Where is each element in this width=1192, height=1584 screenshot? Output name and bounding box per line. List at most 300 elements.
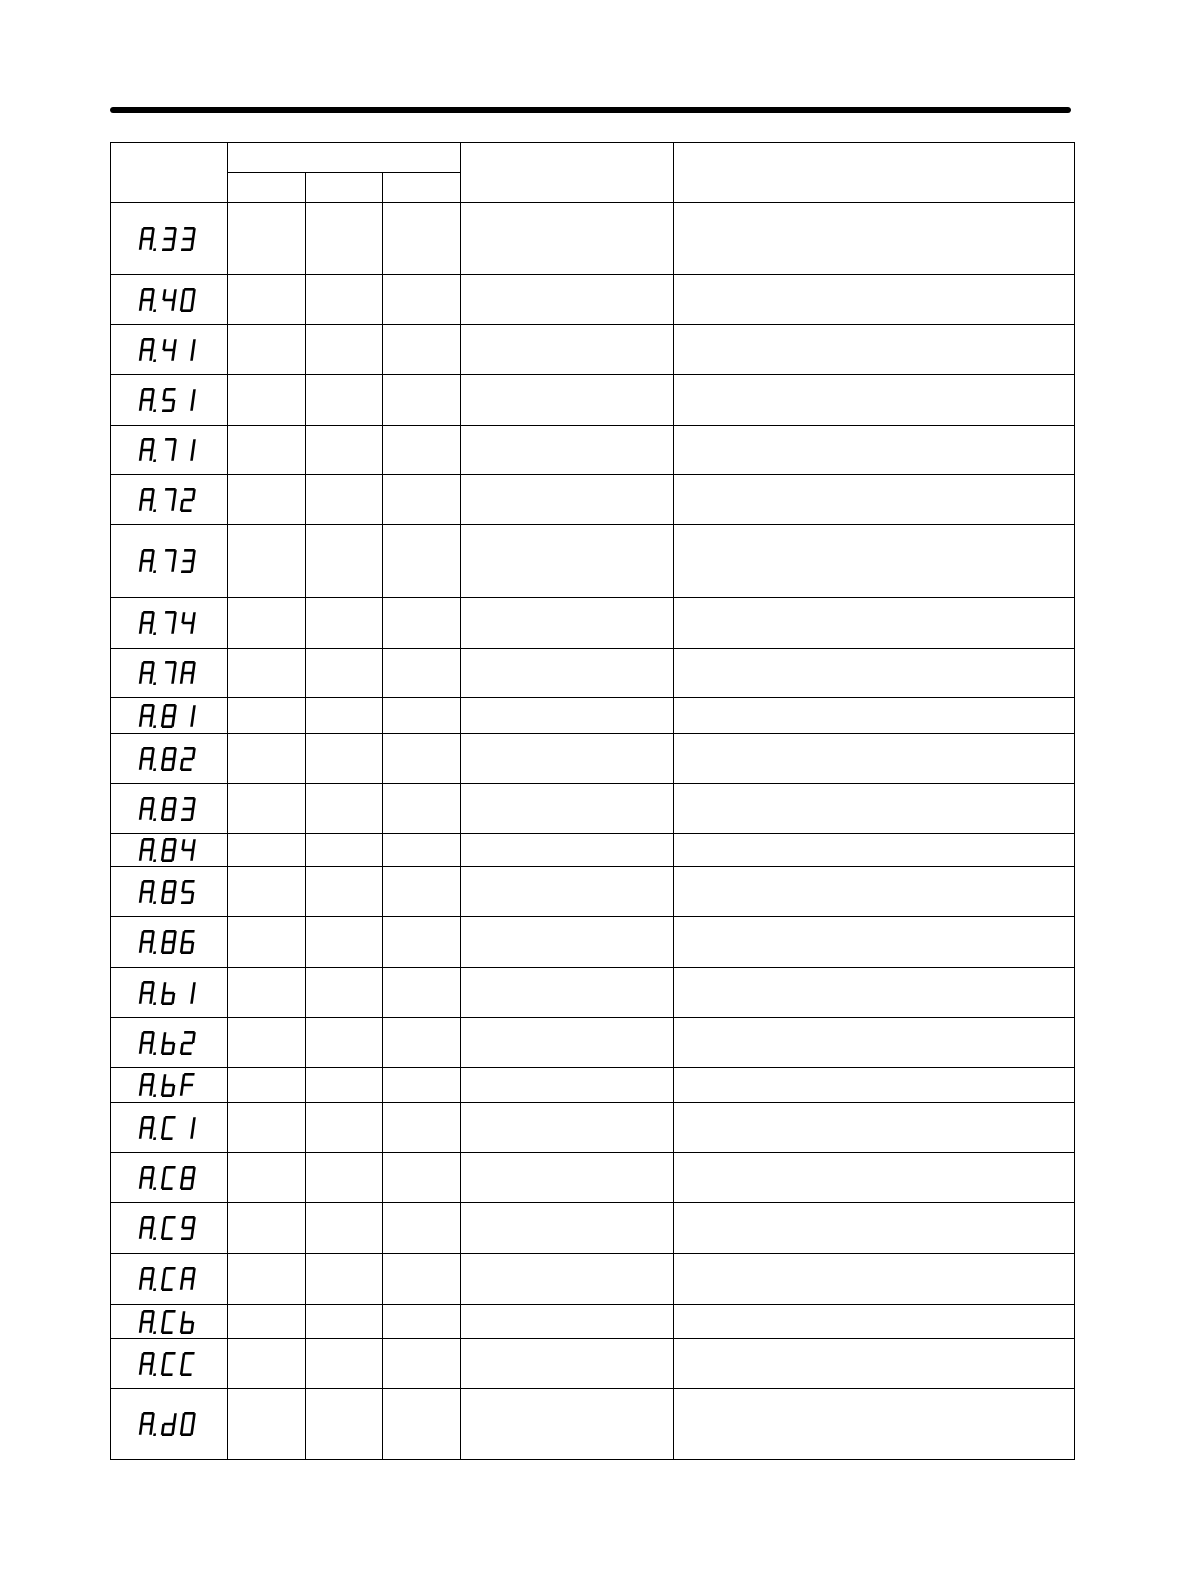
segment-b xyxy=(192,662,196,673)
alarm-code-display xyxy=(138,386,200,414)
segment-a xyxy=(165,388,176,391)
segment-g xyxy=(182,890,193,893)
segment-g xyxy=(182,1084,193,1087)
decimal-point xyxy=(153,901,156,904)
segment-e xyxy=(161,1178,165,1189)
segment-c xyxy=(171,673,175,684)
segment-g xyxy=(163,757,174,760)
alarm-code-display xyxy=(138,878,200,906)
segment-d xyxy=(162,1237,173,1240)
output-1-cell xyxy=(228,1339,306,1389)
meaning-cell xyxy=(674,375,1075,426)
segment-b xyxy=(151,982,155,993)
segment-b xyxy=(173,839,177,850)
table-row xyxy=(111,375,1075,426)
segment-f xyxy=(181,1413,185,1424)
segment-d xyxy=(181,768,192,771)
segment-a xyxy=(143,838,154,841)
table-row xyxy=(111,917,1075,968)
segment-c xyxy=(190,1128,194,1139)
output-2-cell xyxy=(306,426,383,475)
segment-a xyxy=(184,549,195,552)
segment-a xyxy=(165,797,176,800)
segment-f xyxy=(140,705,144,716)
segment-c xyxy=(149,561,153,572)
segment-a xyxy=(143,1116,154,1119)
segment-g xyxy=(163,1423,174,1426)
segment-g xyxy=(141,498,152,501)
output-2-cell xyxy=(306,1254,383,1305)
segment-f xyxy=(162,705,166,716)
output-3-cell xyxy=(383,784,461,834)
table-row xyxy=(111,426,1075,475)
segment-f xyxy=(162,289,166,300)
decimal-point xyxy=(153,1094,156,1097)
segment-g xyxy=(163,890,174,893)
decimal-point xyxy=(153,768,156,771)
segment-a xyxy=(165,747,176,750)
segment-b xyxy=(192,1217,196,1228)
segment-b xyxy=(151,339,155,350)
segment-g xyxy=(141,348,152,351)
segment-f xyxy=(140,1311,144,1322)
segment-c xyxy=(190,300,194,311)
meaning-cell xyxy=(674,1103,1075,1153)
segment-a xyxy=(143,611,154,614)
output-2-cell xyxy=(306,1389,383,1460)
segment-f xyxy=(181,289,185,300)
output-2-cell xyxy=(306,1305,383,1339)
segment-a xyxy=(143,1073,154,1076)
segment-c xyxy=(149,1043,153,1054)
segment-c xyxy=(171,500,175,511)
segment-a xyxy=(143,1352,154,1355)
meaning-cell xyxy=(674,784,1075,834)
meaning-cell xyxy=(674,1339,1075,1389)
segment-c xyxy=(190,450,194,461)
decimal-point xyxy=(153,1002,156,1005)
header-rule xyxy=(110,107,1071,113)
name-cell xyxy=(461,375,674,426)
segment-a xyxy=(143,1031,154,1034)
table-row xyxy=(111,834,1075,867)
segment-b xyxy=(151,839,155,850)
segment-a xyxy=(143,930,154,933)
segment-a xyxy=(165,488,176,491)
decimal-point xyxy=(153,570,156,573)
alarm-code-display xyxy=(138,1071,200,1099)
output-1-cell xyxy=(228,1203,306,1254)
alarm-code-cell xyxy=(111,375,228,426)
alarm-code-cell xyxy=(111,784,228,834)
segment-c xyxy=(149,1128,153,1139)
segment-c xyxy=(190,623,194,634)
segment-a xyxy=(165,1216,176,1219)
segment-e xyxy=(161,942,165,953)
segment-g xyxy=(182,622,193,625)
meaning-cell xyxy=(674,834,1075,867)
output-1-cell xyxy=(228,475,306,525)
segment-g xyxy=(141,399,152,402)
name-cell xyxy=(461,426,674,475)
segment-b xyxy=(192,489,196,500)
segment-c xyxy=(171,450,175,461)
segment-e xyxy=(180,1424,184,1435)
output-3-cell xyxy=(383,1153,461,1203)
header-output-1-cell xyxy=(228,173,306,203)
segment-d xyxy=(162,818,173,821)
segment-e xyxy=(180,1322,184,1333)
output-1-cell xyxy=(228,734,306,784)
segment-d xyxy=(181,309,192,312)
output-3-cell xyxy=(383,917,461,968)
alarm-code-cell xyxy=(111,275,228,325)
meaning-cell xyxy=(674,1153,1075,1203)
segment-c xyxy=(190,350,194,361)
segment-d xyxy=(181,1433,192,1436)
segment-f xyxy=(181,1167,185,1178)
segment-d xyxy=(162,901,173,904)
segment-b xyxy=(192,1268,196,1279)
name-cell xyxy=(461,1389,674,1460)
segment-f xyxy=(162,839,166,850)
output-1-cell xyxy=(228,1254,306,1305)
segment-f xyxy=(162,931,166,942)
segment-d xyxy=(162,951,173,954)
segment-g xyxy=(182,672,193,675)
output-2-cell xyxy=(306,375,383,426)
segment-b xyxy=(151,550,155,561)
segment-e xyxy=(161,1424,165,1435)
segment-a xyxy=(143,1216,154,1219)
segment-a xyxy=(184,488,195,491)
segment-c xyxy=(149,500,153,511)
segment-a xyxy=(184,1352,195,1355)
alarm-code-display xyxy=(138,436,200,464)
decimal-point xyxy=(153,1373,156,1376)
meaning-cell xyxy=(674,475,1075,525)
segment-g xyxy=(141,1423,152,1426)
segment-a xyxy=(143,880,154,883)
segment-f xyxy=(162,1268,166,1279)
segment-f xyxy=(140,289,144,300)
name-cell xyxy=(461,1068,674,1103)
segment-f xyxy=(140,839,144,850)
segment-b xyxy=(151,1353,155,1364)
segment-g xyxy=(141,1176,152,1179)
segment-a xyxy=(184,1412,195,1415)
segment-a xyxy=(143,227,154,230)
name-cell xyxy=(461,525,674,598)
segment-e xyxy=(161,809,165,820)
output-1-cell xyxy=(228,649,306,698)
table-row xyxy=(111,275,1075,325)
alarm-code-cell xyxy=(111,834,228,867)
segment-c xyxy=(149,1178,153,1189)
decimal-point xyxy=(153,818,156,821)
segment-e xyxy=(139,450,143,461)
segment-g xyxy=(182,941,193,944)
output-2-cell xyxy=(306,968,383,1018)
segment-f xyxy=(162,339,166,350)
segment-e xyxy=(139,809,143,820)
segment-b xyxy=(151,1117,155,1128)
segment-b xyxy=(173,489,177,500)
segment-e xyxy=(139,759,143,770)
decimal-point xyxy=(153,632,156,635)
name-cell xyxy=(461,203,674,275)
segment-d xyxy=(162,1373,173,1376)
segment-e xyxy=(180,1364,184,1375)
alarm-code-display xyxy=(138,836,200,864)
table-row xyxy=(111,1153,1075,1203)
alarm-code-display xyxy=(138,609,200,637)
segment-f xyxy=(162,881,166,892)
meaning-cell xyxy=(674,1068,1075,1103)
segment-a xyxy=(184,747,195,750)
segment-g xyxy=(141,560,152,563)
meaning-cell xyxy=(674,426,1075,475)
segment-a xyxy=(184,1031,195,1034)
segment-e xyxy=(161,759,165,770)
segment-b xyxy=(173,439,177,450)
segment-f xyxy=(140,489,144,500)
segment-c xyxy=(171,1085,175,1096)
segment-g xyxy=(141,298,152,301)
segment-a xyxy=(184,661,195,664)
segment-f xyxy=(181,1074,185,1085)
segment-b xyxy=(173,339,177,350)
segment-a xyxy=(184,1267,195,1270)
segment-g xyxy=(182,757,193,760)
decimal-point xyxy=(153,1331,156,1334)
alarm-code-display xyxy=(138,1350,200,1378)
segment-c xyxy=(149,623,153,634)
segment-f xyxy=(162,1311,166,1322)
segment-a xyxy=(165,880,176,883)
segment-d xyxy=(181,818,192,821)
decimal-point xyxy=(153,309,156,312)
segment-g xyxy=(163,714,174,717)
segment-e xyxy=(139,239,143,250)
alarm-code-cell xyxy=(111,1254,228,1305)
segment-c xyxy=(149,993,153,1004)
segment-b xyxy=(173,662,177,673)
segment-c xyxy=(171,759,175,770)
segment-a xyxy=(143,1267,154,1270)
segment-g xyxy=(141,1320,152,1323)
segment-a xyxy=(143,704,154,707)
segment-c xyxy=(149,942,153,953)
segment-f xyxy=(140,1117,144,1128)
segment-f xyxy=(140,1268,144,1279)
segment-b xyxy=(151,1217,155,1228)
segment-e xyxy=(139,892,143,903)
output-1-cell xyxy=(228,784,306,834)
segment-c xyxy=(149,716,153,727)
alarm-code-cell xyxy=(111,1339,228,1389)
output-2-cell xyxy=(306,698,383,734)
segment-c xyxy=(149,1279,153,1290)
segment-e xyxy=(139,1424,143,1435)
segment-a xyxy=(143,388,154,391)
segment-b xyxy=(192,798,196,809)
alarm-code-display xyxy=(138,1164,200,1192)
segment-c xyxy=(149,892,153,903)
segment-b xyxy=(173,550,177,561)
segment-f xyxy=(140,389,144,400)
segment-a xyxy=(184,1073,195,1076)
alarm-code-cell xyxy=(111,1203,228,1254)
output-2-cell xyxy=(306,598,383,649)
segment-b xyxy=(151,705,155,716)
output-3-cell xyxy=(383,275,461,325)
meaning-cell xyxy=(674,1305,1075,1339)
segment-b xyxy=(192,705,196,716)
decimal-point xyxy=(153,359,156,362)
table-row xyxy=(111,598,1075,649)
segment-c xyxy=(171,716,175,727)
segment-g xyxy=(141,449,152,452)
segment-d xyxy=(181,248,192,251)
segment-f xyxy=(140,228,144,239)
segment-g xyxy=(182,560,193,563)
alarm-code-cell xyxy=(111,1103,228,1153)
name-cell xyxy=(461,1018,674,1068)
segment-c xyxy=(171,809,175,820)
output-3-cell xyxy=(383,1254,461,1305)
segment-c xyxy=(171,1043,175,1054)
segment-b xyxy=(192,389,196,400)
segment-d xyxy=(162,1288,173,1291)
alarm-code-display xyxy=(138,659,200,687)
segment-b xyxy=(151,439,155,450)
output-3-cell xyxy=(383,834,461,867)
segment-a xyxy=(184,930,195,933)
segment-e xyxy=(180,759,184,770)
segment-d xyxy=(162,248,173,251)
segment-b xyxy=(173,748,177,759)
segment-c xyxy=(149,1085,153,1096)
segment-b xyxy=(151,1032,155,1043)
segment-e xyxy=(161,1364,165,1375)
segment-e xyxy=(180,942,184,953)
output-1-cell xyxy=(228,525,306,598)
segment-c xyxy=(149,759,153,770)
segment-e xyxy=(180,1279,184,1290)
segment-a xyxy=(165,1352,176,1355)
meaning-cell xyxy=(674,525,1075,598)
segment-a xyxy=(184,227,195,230)
segment-a xyxy=(165,661,176,664)
segment-e xyxy=(161,1279,165,1290)
output-1-cell xyxy=(228,598,306,649)
meaning-cell xyxy=(674,598,1075,649)
segment-b xyxy=(192,839,196,850)
segment-f xyxy=(181,662,185,673)
segment-e xyxy=(139,1043,143,1054)
segment-e xyxy=(139,993,143,1004)
segment-e xyxy=(161,716,165,727)
segment-a xyxy=(165,704,176,707)
output-3-cell xyxy=(383,475,461,525)
segment-g xyxy=(182,1278,193,1281)
segment-d xyxy=(181,1052,192,1055)
segment-e xyxy=(139,1178,143,1189)
segment-c xyxy=(190,942,194,953)
segment-f xyxy=(140,881,144,892)
segment-d xyxy=(162,1094,173,1097)
segment-c xyxy=(171,561,175,572)
segment-f xyxy=(162,1032,166,1043)
segment-c xyxy=(171,892,175,903)
segment-g xyxy=(163,941,174,944)
name-cell xyxy=(461,784,674,834)
table-row xyxy=(111,203,1075,275)
alarm-code-cell xyxy=(111,649,228,698)
name-cell xyxy=(461,598,674,649)
output-3-cell xyxy=(383,325,461,375)
segment-b xyxy=(192,982,196,993)
segment-c xyxy=(190,993,194,1004)
segment-g xyxy=(163,399,174,402)
segment-a xyxy=(165,1166,176,1169)
output-3-cell xyxy=(383,649,461,698)
segment-f xyxy=(181,612,185,623)
meaning-cell xyxy=(674,968,1075,1018)
segment-f xyxy=(181,931,185,942)
segment-f xyxy=(181,1268,185,1279)
segment-b xyxy=(151,881,155,892)
segment-a xyxy=(165,1116,176,1119)
segment-f xyxy=(162,1074,166,1085)
name-cell xyxy=(461,275,674,325)
output-3-cell xyxy=(383,1305,461,1339)
table-row xyxy=(111,1254,1075,1305)
alarm-code-display xyxy=(138,1265,200,1293)
segment-a xyxy=(143,338,154,341)
alarm-code-display xyxy=(138,702,200,730)
segment-c xyxy=(190,850,194,861)
alarm-code-cell xyxy=(111,1018,228,1068)
output-3-cell xyxy=(383,1068,461,1103)
segment-f xyxy=(181,839,185,850)
segment-g xyxy=(163,1041,174,1044)
output-3-cell xyxy=(383,1339,461,1389)
alarm-code-cell xyxy=(111,475,228,525)
segment-g xyxy=(141,622,152,625)
output-2-cell xyxy=(306,203,383,275)
segment-b xyxy=(192,612,196,623)
segment-a xyxy=(165,1267,176,1270)
segment-b xyxy=(151,489,155,500)
segment-f xyxy=(140,1353,144,1364)
output-3-cell xyxy=(383,968,461,1018)
segment-b xyxy=(173,228,177,239)
table-row xyxy=(111,698,1075,734)
output-3-cell xyxy=(383,203,461,275)
output-1-cell xyxy=(228,867,306,917)
segment-a xyxy=(143,549,154,552)
alarm-code-display xyxy=(138,1308,200,1336)
meaning-cell xyxy=(674,203,1075,275)
segment-a xyxy=(165,930,176,933)
segment-a xyxy=(184,288,195,291)
segment-c xyxy=(190,1322,194,1333)
segment-c xyxy=(149,400,153,411)
output-1-cell xyxy=(228,1103,306,1153)
segment-b xyxy=(173,931,177,942)
